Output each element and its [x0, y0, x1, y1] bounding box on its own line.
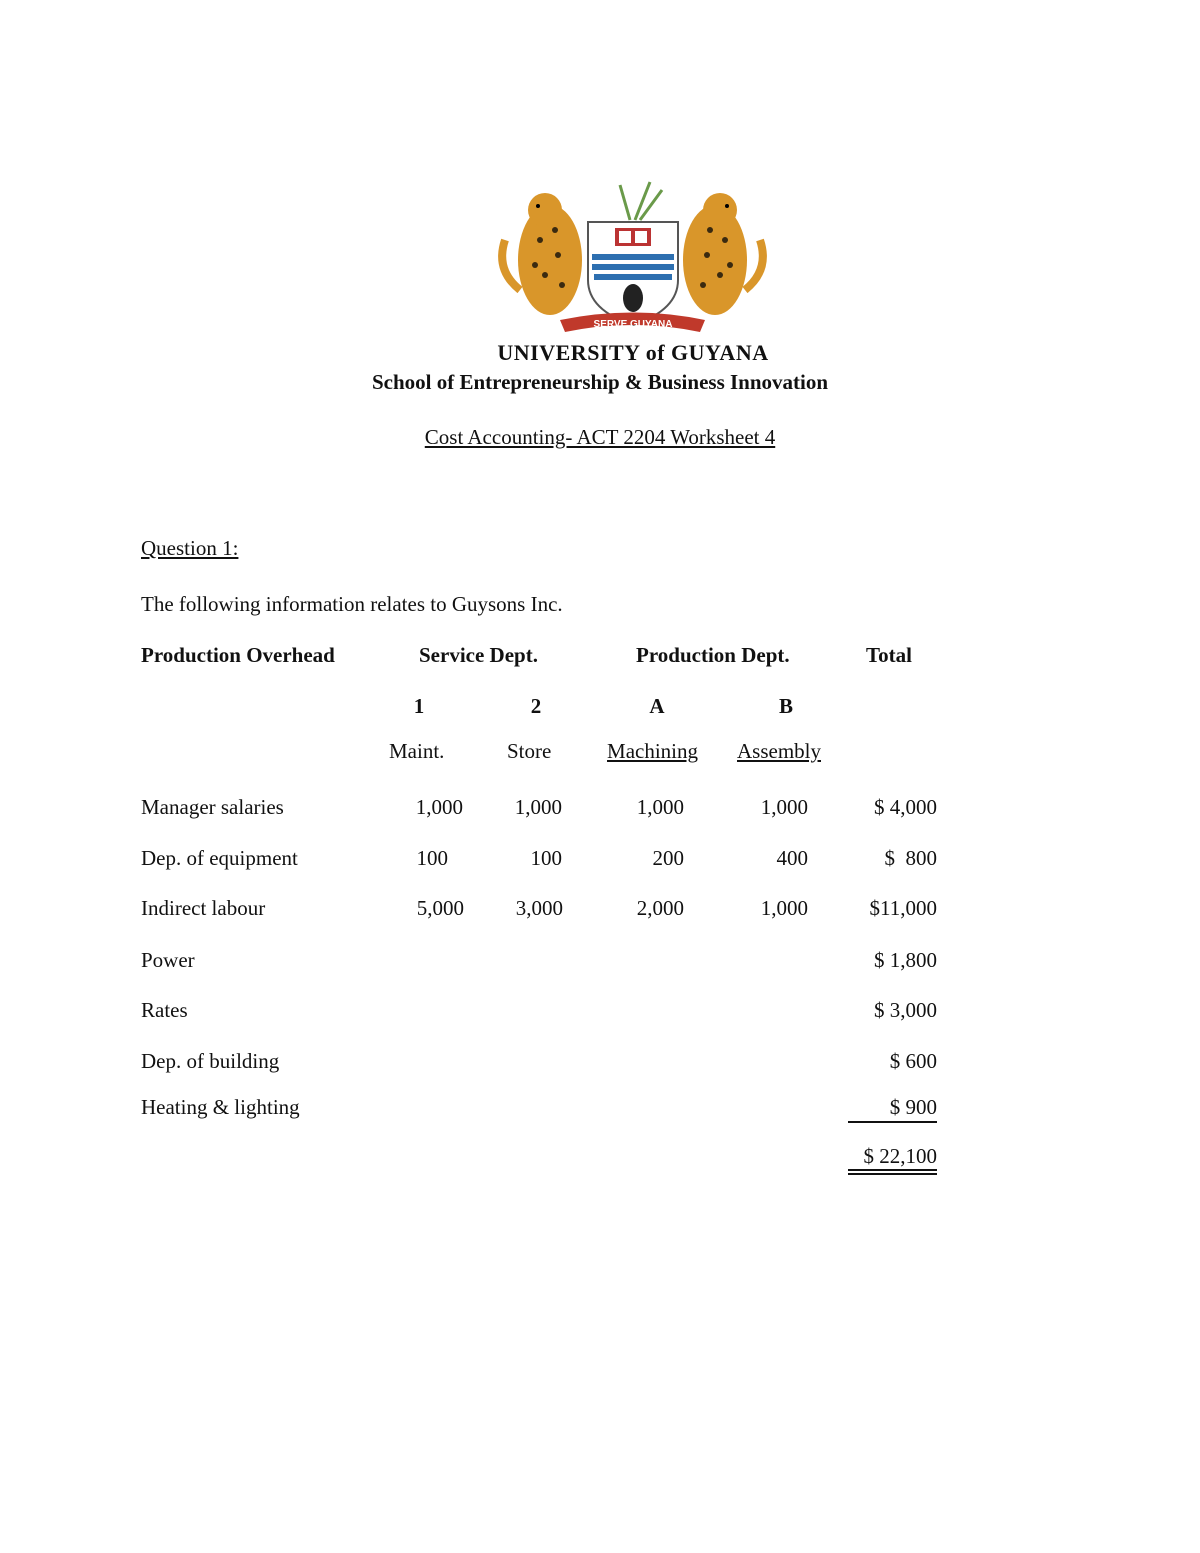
dept-name: Assembly: [737, 739, 821, 763]
row-value: 100: [416, 846, 448, 870]
row-value: 5,000: [416, 896, 464, 920]
university-name: UNIVERSITY of GUYANA: [497, 340, 769, 365]
dept-number: A: [649, 694, 665, 718]
row-value: 1,000: [514, 795, 562, 819]
header-production-overhead: Production Overhead: [141, 643, 335, 667]
dept-number: B: [778, 694, 793, 718]
dept-name: Store: [507, 739, 552, 763]
row-label: Indirect labour: [141, 896, 266, 920]
row-value: 3,000: [515, 896, 563, 920]
row-total: $11,000: [869, 896, 937, 920]
row-value: 2,000: [636, 896, 684, 920]
row-value: 1,000: [415, 795, 463, 819]
dept-number: 2: [530, 694, 542, 718]
row-total: $ 800: [884, 846, 937, 870]
row-value: 200: [652, 846, 684, 870]
row-label: Power: [141, 948, 195, 972]
subtotal-rule: [848, 1121, 937, 1123]
row-label: Manager salaries: [141, 795, 284, 819]
dept-name: Machining: [607, 739, 698, 763]
row-total: $ 600: [889, 1049, 937, 1073]
double-underline-top: [848, 1169, 937, 1171]
row-total: $ 900: [889, 1095, 937, 1119]
row-label: Heating & lighting: [141, 1095, 300, 1119]
row-value: 1,000: [760, 795, 808, 819]
row-total: $ 1,800: [874, 948, 937, 972]
right-jaguar-icon: [683, 193, 763, 315]
svg-text:SERVE GUYANA: SERVE GUYANA: [593, 319, 673, 330]
row-total: $ 3,000: [874, 998, 937, 1022]
dept-name: Maint.: [389, 739, 445, 763]
row-value: 1,000: [636, 795, 684, 819]
header-production-dept: Production Dept.: [636, 643, 790, 667]
row-value: 1,000: [760, 896, 808, 920]
header-total: Total: [866, 643, 912, 667]
double-underline-bottom: [848, 1173, 937, 1175]
university-crest-logo: [490, 180, 775, 340]
left-jaguar-icon: [502, 193, 582, 315]
question-intro: The following information relates to Guysons Inc.: [141, 592, 563, 616]
header-service-dept: Service Dept.: [419, 643, 538, 667]
row-value: 400: [776, 846, 808, 870]
question-label: Question 1:: [141, 536, 239, 560]
row-label: Dep. of equipment: [141, 846, 298, 870]
row-value: 100: [530, 846, 562, 870]
row-label: Dep. of building: [141, 1049, 280, 1073]
dept-number: 1: [413, 694, 425, 718]
row-total: $ 4,000: [874, 795, 937, 819]
course-title: Cost Accounting- ACT 2204 Worksheet 4: [424, 425, 776, 449]
row-label: Rates: [141, 998, 188, 1022]
school-name: School of Entrepreneurship & Business Innovation: [371, 370, 829, 394]
grand-total: $ 22,100: [863, 1144, 937, 1168]
